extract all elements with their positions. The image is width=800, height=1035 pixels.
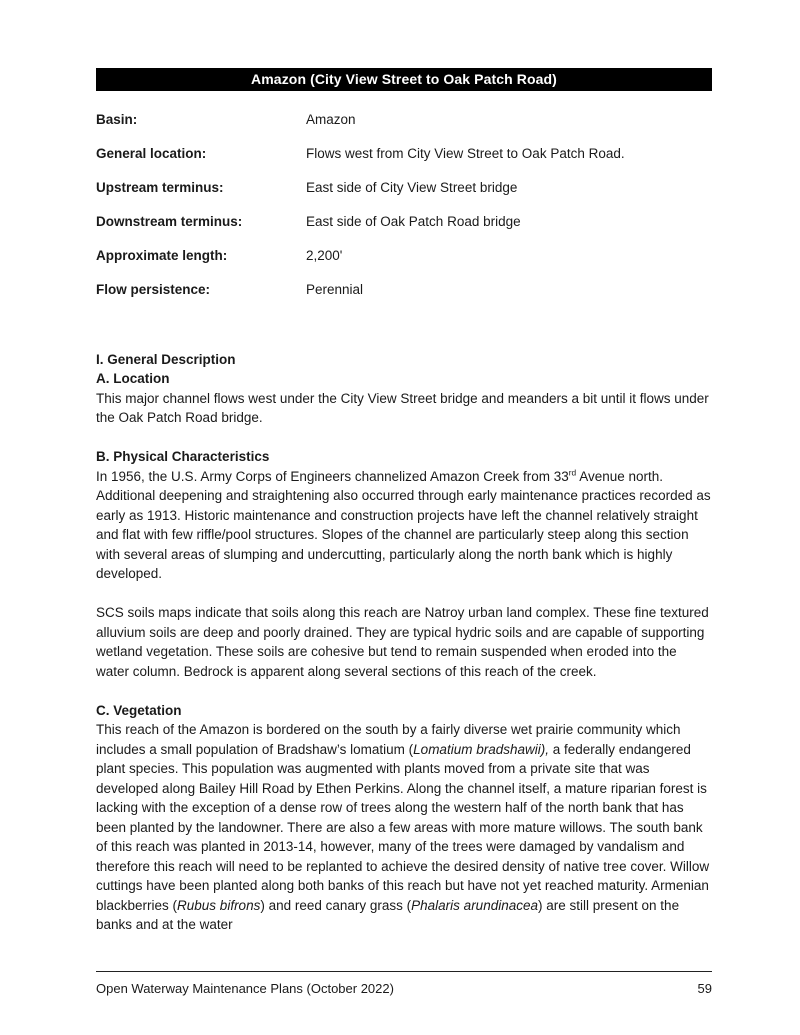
paragraph-soils: SCS soils maps indicate that soils along this reach are Natroy urban land complex. These fine textured alluvium soils are deep and poorly drained. They are typical hydric soils and are capable of supporting wetland vegetation. These soils are cohesive but tend to remain suspended when eroded into the water column. Bedrock is apparent along several sections of this reach of the creek. bbox=[96, 605, 709, 679]
info-label: Downstream terminus: bbox=[96, 214, 243, 229]
info-label: Flow persistence: bbox=[96, 282, 211, 297]
info-label: General location: bbox=[96, 146, 207, 161]
paragraph-vegetation: This reach of the Amazon is bordered on the south by a fairly diverse wet prairie community which includes a small population of Bradshaw’s lomatium (Lomatium bradshawii), a federally endangered plant species. This population was augmented with plants moved from a private site that was developed along Bailey Hill Road by Ethen Perkins. Along the channel itself, a mature riparian forest is lacking with the exception of a dense row of trees along the western half of the north bank that has been planted by the landowner. There are also a few areas with more mature willows. The south bank of this reach was planted in 2013-14, however, many of the trees were damaged by vandalism and therefore this reach will need to be replanted to achieve the desired density of native tree cover. Willow cuttings have been planted along both banks of this reach but have not yet reached maturity. Armenian blackberries (Rubus bifrons) and reed canary grass (Phalaris arundinacea) are still present on the banks and at the water bbox=[96, 722, 710, 932]
info-row-basin bbox=[96, 110, 712, 130]
footer-divider bbox=[96, 971, 712, 972]
heading-vegetation: C. Vegetation bbox=[96, 702, 182, 718]
paragraph-physical-1: In 1956, the U.S. Army Corps of Engineers channelized Amazon Creek from 33rd Avenue north. Additional deepening and straightening also occurred through early maintenance practices recorded as early as 1913. Historic maintenance and construction projects have left the channel relatively straight and flat with few riffle/pool structures. Slopes of the channel are particularly steep along this section with several areas of slumping and undercutting, particularly along the north bank which is highly developed. bbox=[96, 467, 711, 581]
info-value: Perennial bbox=[306, 282, 364, 297]
heading-general-description: I. General Description bbox=[96, 351, 236, 367]
info-row-approximate-length bbox=[96, 246, 712, 266]
info-label: Upstream terminus: bbox=[96, 180, 224, 195]
page-content bbox=[96, 68, 712, 935]
info-value: 2,200' bbox=[306, 248, 343, 263]
info-value: East side of City View Street bridge bbox=[306, 180, 518, 195]
info-row-downstream-terminus bbox=[96, 212, 712, 232]
reach-info-table bbox=[96, 110, 712, 300]
info-value: Amazon bbox=[306, 112, 356, 127]
info-label: Basin: bbox=[96, 112, 138, 127]
heading-location: A. Location bbox=[96, 371, 170, 386]
info-row-upstream-terminus bbox=[96, 178, 712, 198]
page-number: 59 bbox=[697, 981, 712, 996]
paragraph-location: This major channel flows west under the City View Street bridge and meanders a bit until it flows under the Oak Patch Road bridge. bbox=[96, 390, 709, 425]
info-row-general-location bbox=[96, 144, 712, 164]
heading-physical-characteristics: B. Physical Characteristics bbox=[96, 449, 270, 464]
page-footer bbox=[96, 979, 712, 999]
info-value: East side of Oak Patch Road bridge bbox=[306, 214, 521, 229]
general-description-section bbox=[96, 350, 712, 935]
footer-document-title: Open Waterway Maintenance Plans (October 2022) bbox=[96, 981, 394, 996]
reach-title-bar: Amazon (City View Street to Oak Patch Road) bbox=[96, 68, 712, 91]
info-row-flow-persistence bbox=[96, 280, 712, 300]
info-value: Flows west from City View Street to Oak Patch Road. bbox=[306, 146, 625, 161]
info-label: Approximate length: bbox=[96, 248, 228, 263]
